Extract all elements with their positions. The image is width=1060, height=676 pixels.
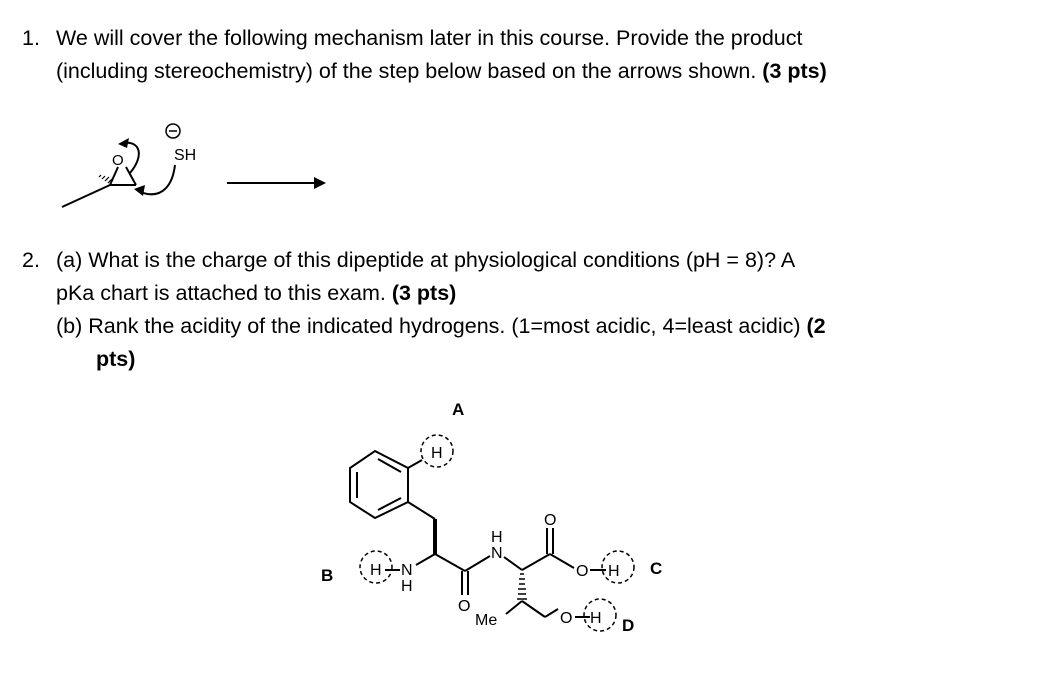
- question-2b-line-2: pts): [96, 347, 136, 371]
- atom-h-d: H: [590, 610, 602, 627]
- curved-arrow-thiol-head: [134, 185, 145, 196]
- reagent-sh: SH: [174, 147, 197, 164]
- atom-h-a: H: [431, 445, 443, 462]
- benzene-inner-1: [378, 459, 401, 472]
- calpha2-carboxyl-bond: [522, 554, 550, 570]
- atom-n-amine: N: [401, 562, 413, 579]
- epoxide-bond-left: [110, 167, 118, 185]
- question-1-points: (3 pts): [762, 59, 827, 83]
- dipeptide-structure: [300, 395, 700, 645]
- question-1-number: 1.: [22, 26, 40, 50]
- question-2a-line-2-text: pKa chart is attached to this exam.: [56, 281, 386, 305]
- benzene-ring: [350, 451, 408, 518]
- question-2b-line-1: [56, 310, 826, 343]
- atom-o-alcohol: O: [560, 610, 573, 627]
- side-chain-bond: [522, 601, 545, 617]
- question-1-line-2-text: (including stereochemistry) of the step below based on the arrows shown.: [56, 59, 757, 83]
- label-d: D: [622, 616, 635, 635]
- question-2a-points: (3 pts): [391, 281, 457, 305]
- benzene-inner-2: [378, 498, 401, 510]
- question-1-line-1: We will cover the following mechanism later in this course. Provide the product: [56, 26, 803, 50]
- ch-oh-bond: [545, 609, 558, 617]
- acid-co-single-bond: [550, 554, 574, 568]
- methyl-bond: [62, 185, 110, 207]
- hashed-wedge: [99, 175, 112, 183]
- carbonyl-nh-bond: [465, 556, 490, 571]
- nh-calpha2-bond: [504, 557, 522, 570]
- methyl-label: Me: [475, 612, 498, 629]
- question-2-number: 2.: [22, 248, 40, 272]
- label-a: A: [452, 400, 465, 419]
- atom-h-c: H: [608, 563, 620, 580]
- question-2a-line-1: (a) What is the charge of this dipeptide at physiological conditions (pH = 8)? A: [56, 248, 796, 272]
- atom-n-amide: N: [491, 545, 503, 562]
- question-1-line-2: [56, 55, 827, 88]
- question-2b-line-1-text: (b) Rank the acidity of the indicated hydrogens. (1=most acidic, 4=least acidic): [56, 314, 801, 338]
- epoxide-bond-right: [126, 167, 136, 185]
- mechanism-figure: [50, 115, 410, 225]
- label-b: B: [321, 566, 334, 585]
- epoxide-oxygen: O: [112, 152, 124, 169]
- calpha-carbonyl-bond: [435, 554, 465, 571]
- question-2b-points: (2: [806, 314, 826, 338]
- atom-h-b: H: [370, 562, 382, 579]
- atom-o-carbonyl: O: [544, 512, 557, 529]
- reaction-arrow-head: [314, 177, 326, 189]
- atom-o-acid: O: [576, 563, 589, 580]
- ch-methyl-bond: [506, 601, 522, 614]
- atom-h-amide: H: [491, 529, 503, 546]
- atom-o-amide: O: [458, 598, 471, 615]
- question-2a-line-2: [56, 277, 456, 310]
- curved-arrow-epoxide: [122, 143, 139, 173]
- ring-ch2-bond: [408, 502, 435, 519]
- aromatic-ch-bond: [408, 460, 422, 468]
- atom-h-amine-below: H: [401, 578, 413, 595]
- hashed-bond: [517, 574, 527, 599]
- n-calpha-bond: [416, 554, 435, 565]
- curved-arrow-epoxide-head: [118, 138, 129, 148]
- label-c: C: [650, 559, 663, 578]
